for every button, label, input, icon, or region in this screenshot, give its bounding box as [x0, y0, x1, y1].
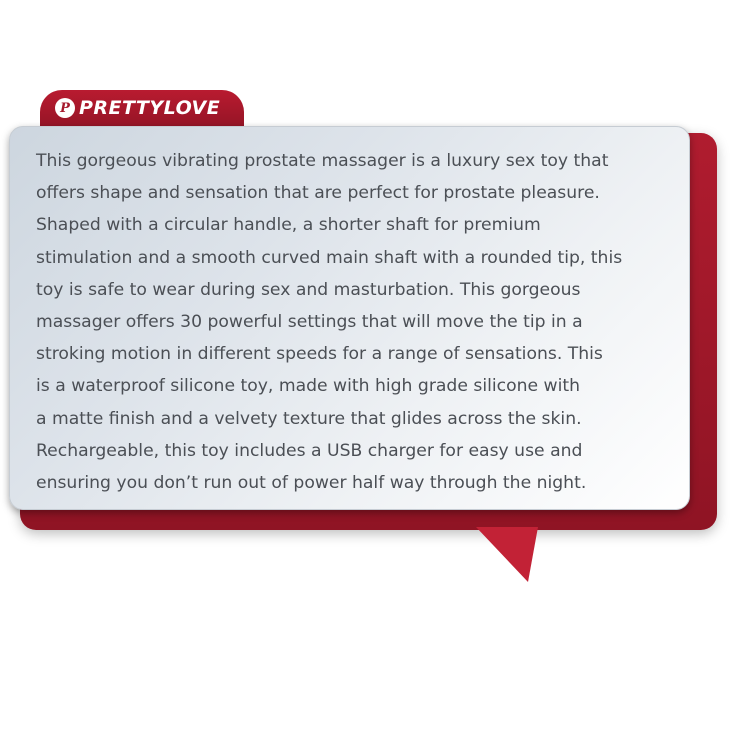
product-description: This gorgeous vibrating prostate massager is a luxury sex toy that offers shape and sensation that are perfect for prostate pleasure. Shaped with a circular handle, a shorter shaft for premium stimulation and a smooth curved main shaft with a rounded tip, this toy is safe to wear during sex and masturbation. This gorgeous massager offers 30 powerful settings that will move the tip in a stroking motion in different speeds for a range of sensations. This is a waterproof silicone toy, made with high grade silicone with a matte finish and a velvety texture that glides across the skin. Rechargeable, this toy includes a USB charger for easy use and ensuring you don’t run out of power half way through the night. — [36, 151, 623, 494]
logo-badge-icon: P — [55, 98, 75, 118]
brand-logo — [55, 96, 220, 120]
brand-name: PRETTYLOVE — [79, 97, 221, 119]
speech-bubble-tail — [470, 527, 542, 582]
